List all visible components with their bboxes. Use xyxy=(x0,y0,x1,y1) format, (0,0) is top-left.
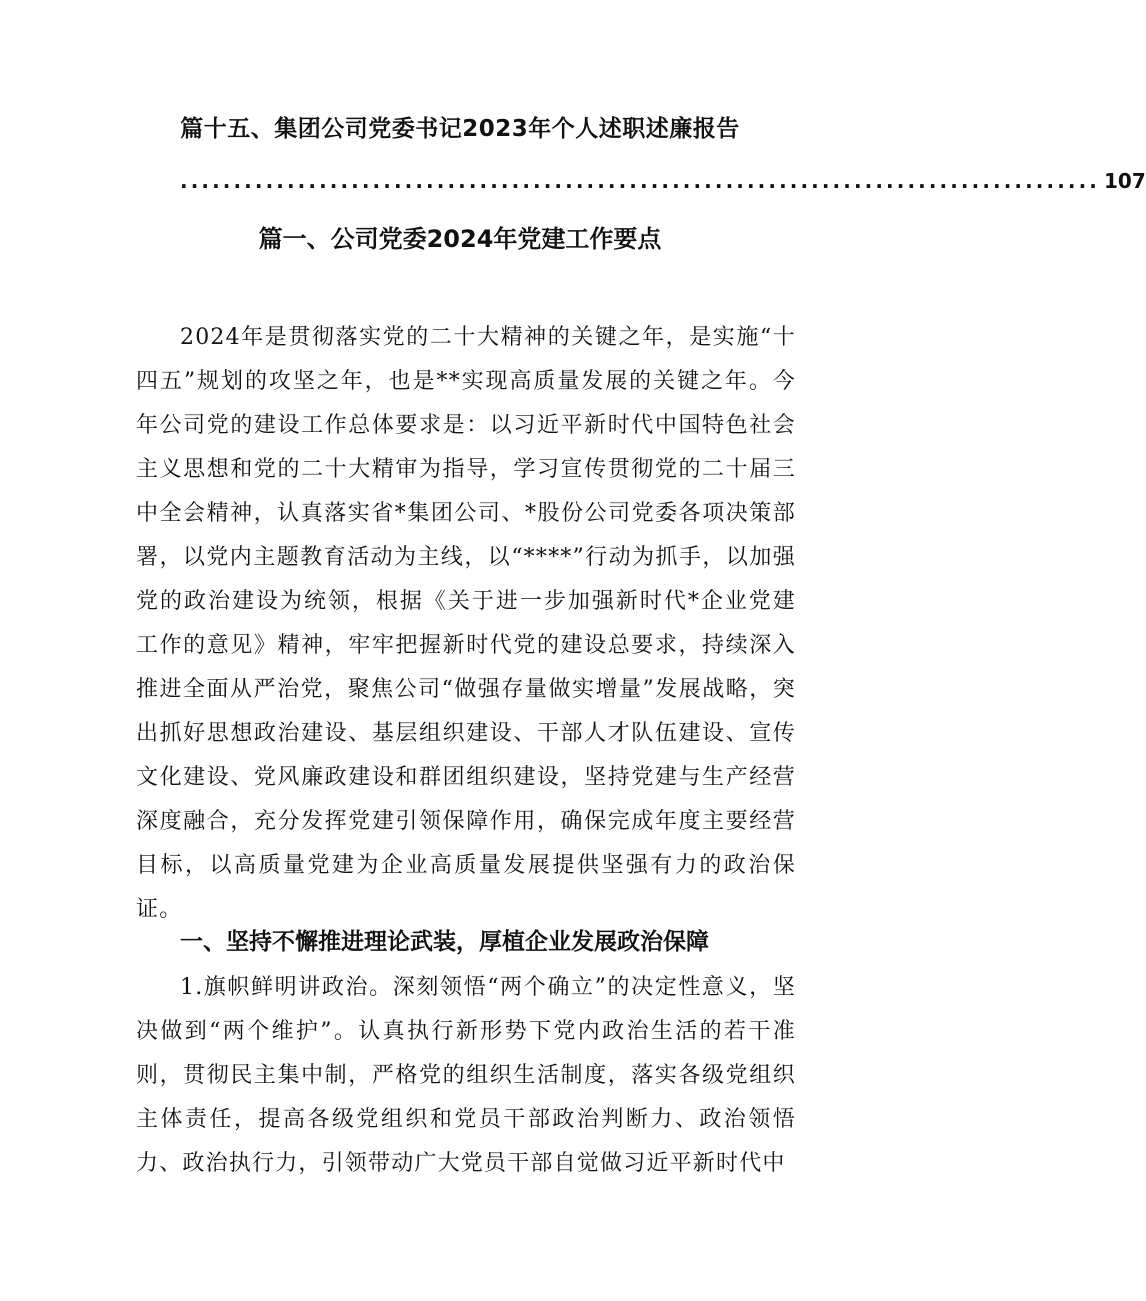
toc-page-number: 107 xyxy=(1104,169,1146,193)
item-1-paragraph: 1.旗帜鲜明讲政治。深刻领悟“两个确立”的决定性意义，坚决做到“两个维护”。认真执行新形势下党内政治生活的若干准则，贯彻民主集中制，严格党的组织生活制度，落实各级党组织主体责任，提高各级党组织和党员干部政治判断力、政治领悟力、政治执行力，引领带动广大党员干部自觉做习近平新时代中 xyxy=(136,975,796,1176)
intro-paragraph: 2024年是贯彻落实党的二十大精神的关键之年，是实施“十四五”规划的攻坚之年，也是**实现高质量发展的关键之年。今年公司党的建设工作总体要求是：以习近平新时代中国特色社会主义思想和党的二十大精审为指导，学习宣传贯彻党的二十届三中全会精神，认真落实省*集团公司、*股份公司党委各项决策部署，以党内主题教育活动为主线，以“****”行动为抓手，以加强党的政治建设为统领，根据《关于进一步加强新时代*企业党建工作的意见》精神，牢牢把握新时代党的建设总要求，持续深入推进全面从严治党，聚焦公司“做强存量做实增量”发展战略，突出抓好思想政治建设、基层组织建设、干部人才队伍建设、宣传文化建设、党风廉政建设和群团组织建设，坚持党建与生产经营深度融合，充分发挥党建引领保障作用，确保完成年度主要经营目标，以高质量党建为企业高质量发展提供坚强有力的政治保证。 xyxy=(136,325,796,922)
toc-leader-line xyxy=(180,166,1146,196)
section-heading-1: 一、坚持不懈推进理论武装，厚植企业发展政治保障 xyxy=(180,929,709,955)
document-title: 篇一、公司党委2024年党建工作要点 xyxy=(258,225,662,253)
toc-entry-title: 篇十五、集团公司党委书记2023年个人述职述廉报告 xyxy=(180,116,740,142)
toc-dot-leader: ...................................................................................... xyxy=(180,169,1100,193)
